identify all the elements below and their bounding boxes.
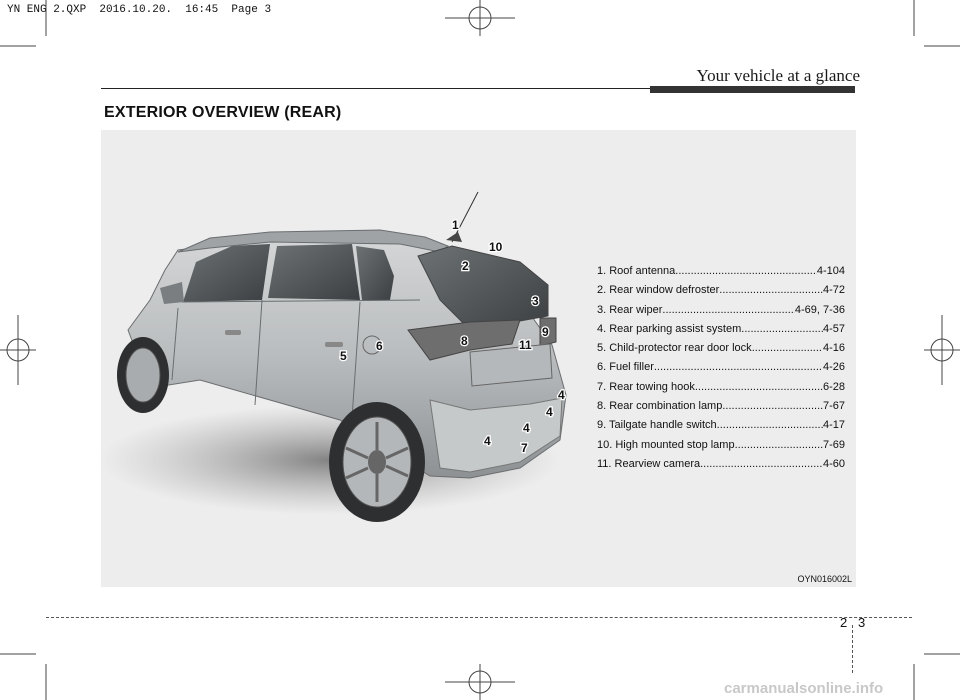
legend-item: 8. Rear combination lamp ..... 7-67 (597, 397, 845, 416)
callout-2: 2 (462, 259, 469, 273)
callout-9: 9 (542, 325, 549, 339)
watermark: carmanualsonline.info (724, 680, 884, 697)
footer-dashed-rule (46, 617, 912, 618)
section-label: Your vehicle at a glance (696, 66, 860, 85)
legend-item: 1. Roof antenna ..... 4-104 (597, 262, 845, 281)
rear-wheel (329, 402, 425, 522)
callout-7: 7 (521, 441, 528, 455)
front-wheel (117, 337, 169, 413)
legend-list (597, 262, 845, 474)
print-slug: YN ENG 2.QXP 2016.10.20. 16:45 Page 3 (4, 3, 274, 17)
legend-item: 11. Rearview camera ..... 4-60 (597, 455, 845, 474)
page-number-divider (852, 625, 853, 673)
license-plate-recess (470, 344, 552, 386)
callout-1: 1 (452, 218, 459, 232)
figure-code: OYN016002L (797, 574, 852, 584)
legend-item: 6. Fuel filler ..... 4-26 (597, 358, 845, 377)
callout-11: 11 (519, 338, 532, 352)
legend-item: 9. Tailgate handle switch ..... 4-17 (597, 416, 845, 435)
page-number: 3 (858, 615, 866, 630)
legend-item: 10. High mounted stop lamp ..... 7-69 (597, 436, 845, 455)
page-title: EXTERIOR OVERVIEW (REAR) (104, 104, 342, 121)
callout-6: 6 (376, 339, 383, 353)
legend-item: 4. Rear parking assist system ..... 4-57 (597, 320, 845, 339)
callout-3: 3 (532, 294, 539, 308)
callout-4b: 4 (546, 405, 553, 419)
legend-item: 2. Rear window defroster ..... 4-72 (597, 281, 845, 300)
callout-10: 10 (489, 240, 503, 254)
callout-4a: 4 (558, 388, 565, 402)
rear-side-window (268, 244, 360, 300)
callout-4d: 4 (484, 434, 491, 448)
legend-item: 3. Rear wiper ..... 4-69, 7-36 (597, 301, 845, 320)
callout-5: 5 (340, 349, 347, 363)
legend-item: 5. Child-protector rear door lock ..... 4-16 (597, 339, 845, 358)
callout-4c: 4 (523, 421, 530, 435)
legend-item: 7. Rear towing hook ..... 6-28 (597, 378, 845, 397)
callout-8: 8 (461, 334, 468, 348)
chapter-number: 2 (840, 615, 848, 630)
